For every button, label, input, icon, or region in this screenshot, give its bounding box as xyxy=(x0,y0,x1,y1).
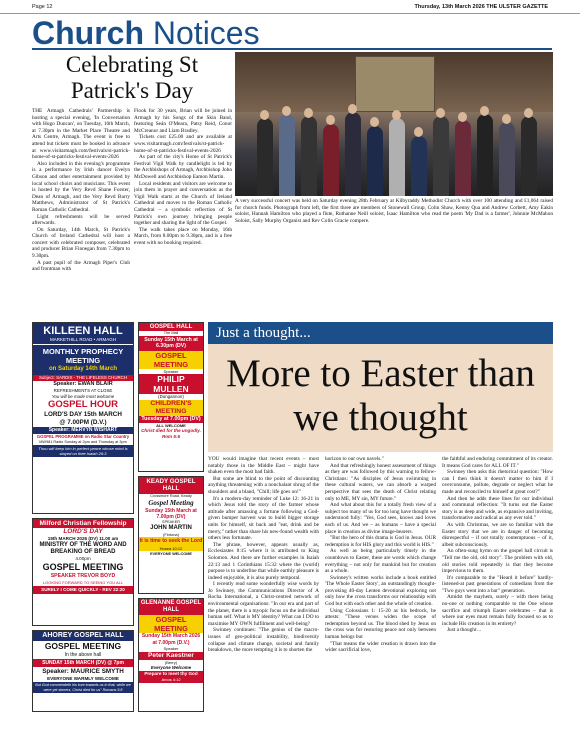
feature-paragraph: An often-sung hymn on the gospel hall circuit is "Tell me the old, old story". The problem with old, old stories told repeatedly is that they become impervious to them. xyxy=(442,548,553,575)
masthead-word-church: Church xyxy=(32,15,144,51)
feature-paragraph: the faithful and enduring commitment of its creator. It means God cares for ALL OF IT." xyxy=(442,456,553,469)
page-header-bar xyxy=(0,0,580,14)
ad-killeen-hall xyxy=(32,322,134,514)
feature-column-3 xyxy=(442,456,553,712)
article-paragraph: Also included in this evening's programme is a performance by Irish dancer Evelyn Gibson and other entertainment provided by local school choirs and musicians. This event is hosted by the Very Revd Shane Forster, Dean of Armagh, and the Very Revd Barry Matthews, Administrator of St Patrick's Roman Catholic Cathedral. xyxy=(32,160,130,213)
article-paragraph: The walk takes place on Monday, 16th March, from 8.00pm to 9.30pm, and is a free event with no booking required. xyxy=(134,226,232,246)
ad-line: SPEAKER TREVOR BOYD xyxy=(50,573,116,579)
ad-line: PHILIP MULLEN xyxy=(139,374,203,394)
ad-line: Sunday 15th March at 7.00pm (DV) xyxy=(145,507,197,521)
article-headline: Celebrating St Patrick's Day xyxy=(65,52,199,103)
ad-line: SUNDAY 15th MARCH (DV) @ 7pm xyxy=(33,659,133,667)
ad-title: GOSPEL HALL xyxy=(139,323,203,331)
ad-line: EVERYONE WARMLY WELCOME xyxy=(47,676,119,681)
concert-group-photo xyxy=(235,52,553,196)
ad-line: LORD'S DAY xyxy=(63,528,103,535)
ad-line: MINISTRY OF THE WORD AND BREAKING OF BREAD xyxy=(39,542,127,555)
ad-line: MEETING xyxy=(65,356,101,365)
feature-paragraph: Using Colossians 1: 15-20 as his bedrock, he attests: "These verses widen the scope of redemption beyond us. The blood shed by Jesus on the cross was for restoring peace not only between human beings but xyxy=(325,607,436,641)
ad-glenanne-gospel-hall xyxy=(138,598,204,712)
ad-line: JOHN MARTIN xyxy=(150,525,192,532)
ad-milford-fellowship xyxy=(32,518,134,626)
ad-line: GOSPEL MEETING xyxy=(42,562,124,572)
article-paragraph: THE Armagh Cathedrals' Partnership is hosting a special evening, 'In Conversation with Hugo Duncan', on Tuesday, 10th March, at 7.30pm in the Market Place Theatre and Arts Centre, Armagh. The event is free to attend but tickets must be booked in advance at www.visitarmagh.com/festivals/st-patrick-home-of-st-patricks-festival-events-2026 xyxy=(32,108,130,161)
article-paragraph: A past pupil of the Armagh Piper's Club and frontman with xyxy=(32,259,130,273)
feature-paragraph: And that refreshingly honest assessment of things as they are was followed by this warning to fellow-Christians: "As disciples of Jesus swimming in these cultural waters, we can absorb a warped perspective that sees the death of Christ relating only to ME, MY sin, MY future." xyxy=(325,462,436,502)
ad-line: The Mall xyxy=(163,331,179,335)
ad-title: KILLEEN HALL xyxy=(43,325,123,337)
ad-line: GOSPEL PROGRAMME on Radio Star Country xyxy=(36,434,130,439)
ad-line: Crossmore Road, Keady xyxy=(150,493,192,498)
article-paragraph: Local residents and visitors are welcome to join them in prayer and conversation as the Vigil Walk starts at the Church of Ireland Cathedral and moves to the Roman Catholic Cathedral – a symbolic reflection of St Patrick's own journey bringing people together and sharing the light of the Gospel. xyxy=(134,180,232,227)
article-paragraph: Tickets cost £25.00 and are available at www.visitarmagh.com/festivals/st-patrick-home-of-st-patricks-festival-events-2026 xyxy=(134,134,232,154)
feature-paragraph: As with Christmas, we are so familiar with the Easter story that we are in danger of becoming disrespectful – if not totally contemptuous – of it, albeit subconsciously. xyxy=(442,521,553,548)
ad-line: You will be made most welcome xyxy=(51,393,115,399)
ad-line: Speaker: MERVYN WISHART xyxy=(33,427,133,434)
ad-line: But God commendeth his love towards us in that, while we were yet sinners, Christ died for us" Romans 5:8 xyxy=(33,682,133,693)
ad-line: Amos 4:12 xyxy=(139,677,203,683)
ad-line: REFRESHMENTS AT CLOSE xyxy=(53,388,113,393)
ad-line: Peter Kaestner xyxy=(139,652,203,660)
ad-line: Prepare to meet thy God xyxy=(139,671,203,677)
ad-line: on Saturday 14th March xyxy=(48,366,117,372)
ad-line: Speaker: MAURICE SMYTH xyxy=(42,668,124,675)
feature-paragraph: As well as being particularly timely in the countdown to Easter, these are words which change everything – not only for mankind but for creation as a whole. xyxy=(325,548,436,575)
feature-column-1 xyxy=(208,456,319,712)
ad-line: ALL WELCOME xyxy=(156,422,186,428)
ad-line: Gospel Meeting xyxy=(148,498,194,507)
ad-line: MONTHLY PROPHECY xyxy=(42,347,124,356)
ad-line: Tuesday at 7.00pm (DV) xyxy=(139,416,203,423)
ad-title: GLENANNE GOSPEL HALL xyxy=(139,599,203,615)
ad-title: AHOREY GOSPEL HALL xyxy=(33,631,133,641)
ad-line: MW981 Radio Sunday at 2pm and Thursday at 3pm xyxy=(39,439,127,444)
ad-line: SPEAKER xyxy=(162,520,180,525)
ad-line: Speaker: EWAN BLAIR xyxy=(53,381,113,387)
ad-line: Speaker xyxy=(163,646,179,651)
feature-paragraph: And then he adds these lines for our individual and communal reflection: "It turns out the Easter story is as deep and wide, as expansive and inviting, transformative and radical as any ever told." xyxy=(442,495,553,522)
feature-paragraph: Swinney then asks this rhetorical question: "How can I then think it doesn't matter to him if I overconsume, pollute, degrade or neglect what he made and reconciled to himself at great cost?" xyxy=(442,469,553,495)
article-paragraph: Light refreshments will be served afterwards. xyxy=(32,213,130,227)
ad-title: Milford Christian Fellowship xyxy=(33,519,133,528)
feature-paragraph: Swinney continues: "The genius of the macro-issues of geo-political instability, biodiversity collapse and climate change, societal and family breakdown, the more tempting it is to shorten the xyxy=(208,627,319,654)
just-a-thought-feature xyxy=(208,322,553,452)
feature-paragraph: And what about this for a totally fresh view of a subject too many of us for too long have thought we understood fully: "Yes, God sees, knows and loves each of us. And we – as humans – have a special place in creation as divine image-bearers. xyxy=(325,502,436,535)
ad-line: CHILDREN'S MEETING xyxy=(139,400,203,416)
feature-paragraph: Amidst the mayhem, surely – with there being no-one or nothing comparable to the One whose sacrifice and triumph Easter celebrates – that is where our eyes must remain fully focused so as to include His creation in its entirety? xyxy=(442,594,553,627)
feature-paragraph: I recently read some wonderfully wise words by Jo Swinney, the Communications Director of A Rocha International, a Christ-centred network of environmental organisations: "In our era and part of the planet, there is a myopic focus on the individual human self. What is MY identity? What can I DO to maximise MY OWN fulfilment and well-being? xyxy=(208,581,319,627)
section-masthead xyxy=(32,16,552,50)
ad-line: Christ died for the ungodly. Rom 5:6 xyxy=(141,428,201,440)
ad-line: GOSPEL MEETING xyxy=(139,351,203,369)
ad-line: (Fintona) xyxy=(162,532,179,538)
article-paragraph: Flook for 30 years, Brian will be joined in Armagh by his Songs of the Skin Band, featuring Seán O'Meara, Patsy Reid, Conor McCreanor and Liam Bradley. xyxy=(134,108,232,134)
ad-line: (Dungannon) xyxy=(158,393,184,399)
ad-line: GOSPEL MEETING xyxy=(44,641,122,651)
ad-line: Subject: SARDIS - THE LIFELESS CHURCH xyxy=(33,375,133,381)
ad-title: KEADY GOSPEL HALL xyxy=(139,477,203,494)
ad-subtitle: MARKETHILL ROAD • ARMAGH xyxy=(50,337,116,342)
ad-line: Speaker xyxy=(163,368,179,374)
feature-tag: Just a thought... xyxy=(208,322,553,344)
ad-line: LORD'S DAY 15th MARCH xyxy=(44,411,122,418)
ad-line: It is time to seek the Lord xyxy=(139,538,203,545)
ad-ahorey-gospel-hall xyxy=(32,630,134,712)
feature-paragraph: "That means the wider creation is drawn into the wider sacrificial love, xyxy=(325,640,436,654)
masthead-word-notices: Notices xyxy=(144,15,260,51)
dateline: Thursday, 13th March 2026 THE ULSTER GAZETTE xyxy=(414,4,548,10)
page-number: Page 12 xyxy=(32,4,53,10)
feature-paragraph: "But the hero of this drama is God in Jesus. OUR redemption is for HIS glory and this world is HIS." xyxy=(325,535,436,548)
ad-line: 15th MARCH 2026 (DV) 11.00 am xyxy=(47,536,119,541)
photo-caption: A very successful concert was held on Saturday evening 28th February at Kilbyraddy Methodist Church with over 100 attending and £1,064 raised for church funds. Photograph from left, the first three are members of Stonewall Group, Colin Shaw, Kenny Qua and Andrew Corbett, Amy Eakin soloist, Hannah Hamilton who played a flute, Ruthanne Neill soloist, Isaac Hamilton who read the poem 'My Dad is a farmer', Johnnie McMahon Soloist, Sally Murphy Organist and Rev Colin Gracie compere. xyxy=(235,198,553,224)
ad-line: Sunday 15th March at 6.30pm (DV) xyxy=(139,336,203,351)
ad-line: Hosea 10:12 xyxy=(139,546,203,551)
ad-line: Everyone Welcome xyxy=(150,665,192,670)
ad-line: @ 7.00PM (D.V.) xyxy=(59,419,107,426)
ad-line: Thou will keep him in perfect peace whose mind is stayed on thee Isaiah 26:3 xyxy=(33,445,133,457)
article-column-2 xyxy=(134,108,232,318)
ad-line: GOSPEL MEETING xyxy=(139,615,203,633)
article-paragraph: As part of the city's Home of St Patrick's Festival Vigil Walk by candlelight is led by the Archbishops of Armagh, Archbishop John McDowell and Archbishop Eamon Martin. xyxy=(134,154,232,180)
ad-line: 4.00pm xyxy=(75,556,91,561)
feature-paragraph: Swinney's written works include a book entitled 'The Whole Easter Story', an outstandingly thought-provoking 40-day Lenten devotional exploring not only how the cross transforms our relationship with God but with each other and the whole of creation. xyxy=(325,574,436,608)
ad-line: SURELY I COME QUICKLY - REV 22:20 xyxy=(33,586,133,594)
feature-paragraph: horizon to our own navels." xyxy=(325,456,384,462)
feature-paragraph: Just a thought… xyxy=(447,627,482,634)
feature-column-2 xyxy=(325,456,436,712)
feature-paragraph: The phrase, however, appears usually as, Ecclesiastes 8:15 where it is attributed to King Solomon. And there are further examples in Isaiah 22:13 and 1 Corinthians 15:32 where the (world) purpose is to underline that while earthly pleasure is indeed enjoyable, it is also purely temporal. xyxy=(208,541,319,581)
ad-line: LOOKING FORWARD TO SEEING YOU ALL xyxy=(42,580,124,585)
feature-paragraph: It's comparable to the "Heard it before" hardly-listened-at past generations of comedians from the "Two guys went into a bar" generation. xyxy=(442,574,553,594)
feature-paragraph: But some are blind to the point of discounting anything threatening with a nonchalant shrug of the shoulders and a bland, "Chill; life goes on!" xyxy=(208,475,319,495)
ad-line: In the above hall xyxy=(64,652,102,658)
feature-headline: More to Easter than we thought xyxy=(226,352,535,439)
feature-paragraph: YOU would imagine that recent events – most notably those in the Middle East – might have shaken even the most bad faith. xyxy=(208,456,319,476)
ad-line: (Berry) xyxy=(164,659,178,665)
ad-keady-gospel-hall xyxy=(138,476,204,594)
article-column-1 xyxy=(32,108,130,318)
ad-line: GOSPEL HOUR xyxy=(47,399,119,410)
ad-line: EVERYONE WELCOME xyxy=(150,551,192,556)
article-paragraph: On Saturday, 14th March, St Patrick's Church of Ireland Cathedral will host a concert with celebrated composer, celebrated and producer Brian Finnegan from 7.30pm to 9.30pm. xyxy=(32,226,130,260)
ad-line: Sunday 15th March 2026 at 7.00pm (D.V.) xyxy=(141,633,201,646)
ad-gospel-hall-the-mall xyxy=(138,322,204,472)
feature-paragraph: It's a modern-day reminder of Luke 12: 16-21 in which Jesus told the story of the farmer whose attitude after amassing a fortune following a God-given bumper harvest was to build bigger storage units for himself, sit back and "eat, drink and be merry," rather than share his new-found wealth with others less fortunate. xyxy=(208,495,319,542)
